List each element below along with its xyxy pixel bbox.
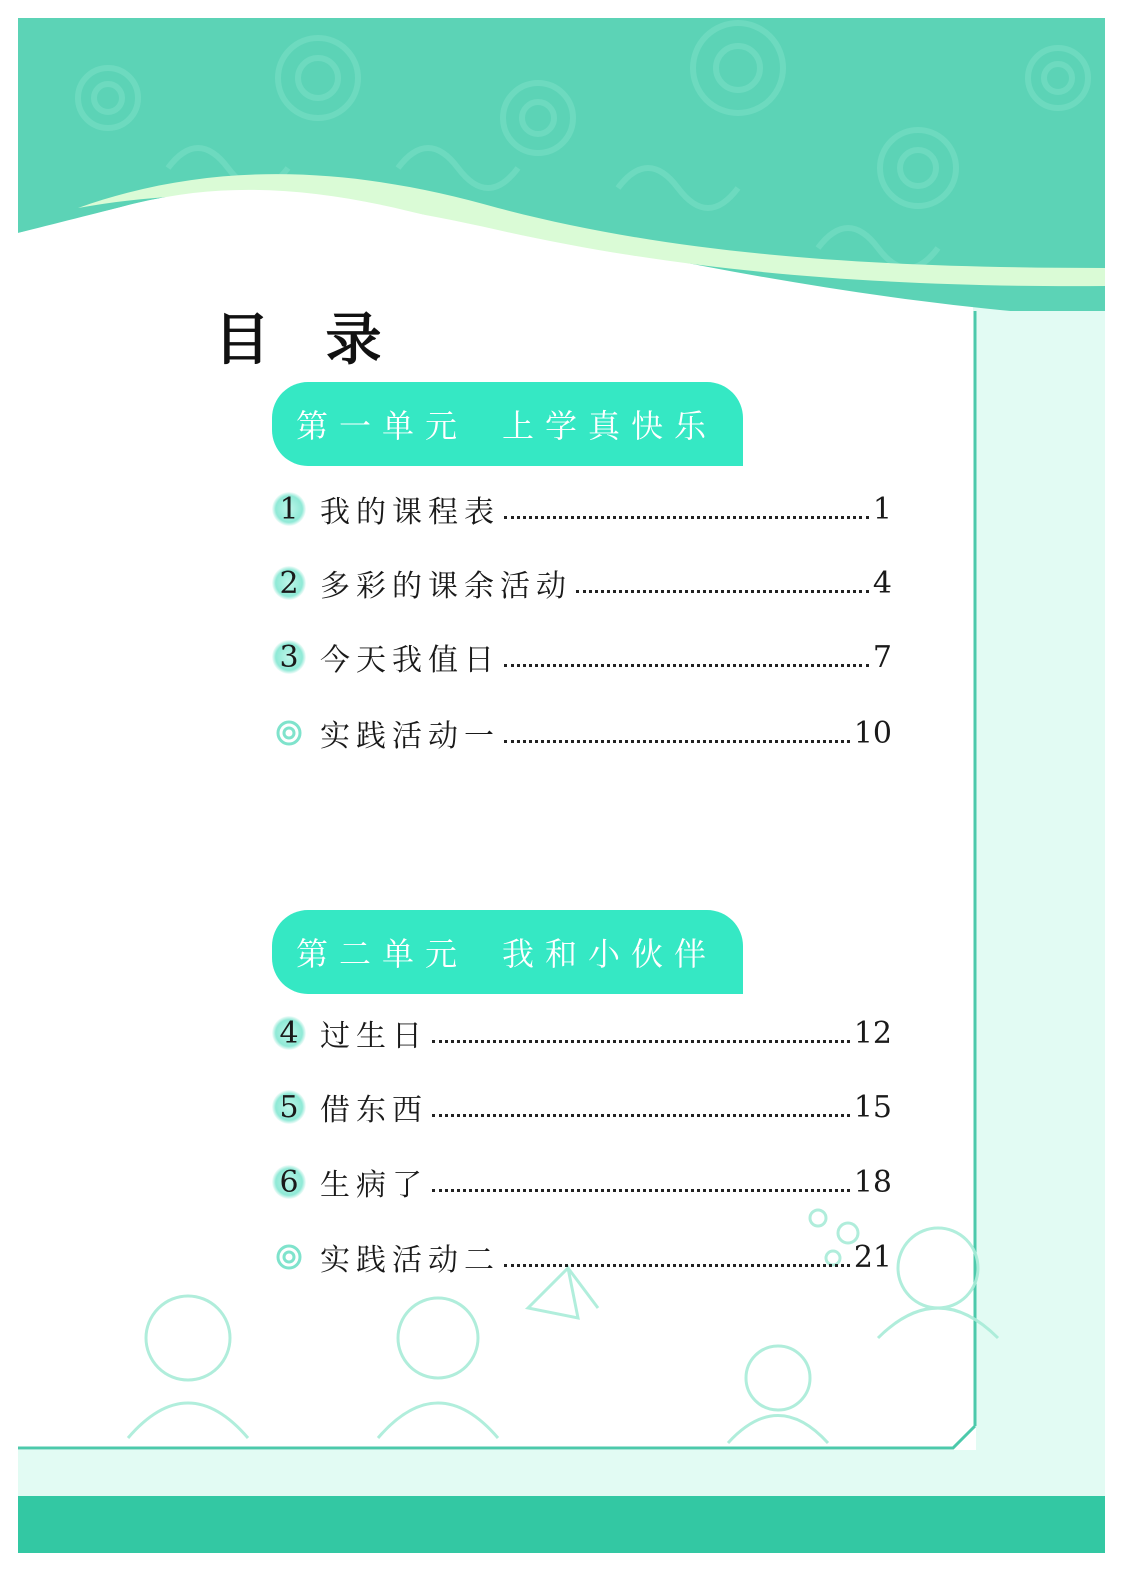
lesson-number: 4: [272, 1016, 306, 1050]
page-number: 7: [872, 639, 892, 675]
unit-number: 第一单元: [296, 407, 469, 445]
lesson-title: 我的课程表: [320, 495, 500, 530]
toc-entry[interactable]: [272, 1008, 892, 1058]
unit-banner: [272, 382, 743, 466]
page-number: 18: [853, 1164, 892, 1200]
lesson-title: 今天我值日: [320, 643, 500, 678]
concentric-circle-icon: [272, 716, 306, 750]
page-number: 10: [853, 715, 892, 751]
lesson-title: 实践活动一: [320, 719, 500, 754]
toc-entry[interactable]: [272, 1232, 892, 1282]
page-number: 21: [853, 1239, 892, 1275]
lesson-number: 1: [272, 492, 306, 526]
page-number: 1: [872, 491, 892, 527]
concentric-circle-icon: [272, 1240, 306, 1274]
toc-entry[interactable]: [272, 632, 892, 682]
page-title: 目 录: [214, 307, 400, 373]
toc-entry[interactable]: [272, 1157, 892, 1207]
unit-banner: [272, 910, 743, 994]
footer-bar: [18, 1496, 1105, 1553]
lesson-title: 过生日: [320, 1019, 428, 1054]
lesson-number: 6: [272, 1165, 306, 1199]
lesson-title: 生病了: [320, 1168, 428, 1203]
page: [18, 18, 1105, 1553]
dot-leader: [432, 1189, 850, 1192]
lesson-number: 3: [272, 640, 306, 674]
toc-entry[interactable]: [272, 708, 892, 758]
lesson-title: 多彩的课余活动: [320, 569, 572, 604]
unit-number: 第二单元: [296, 935, 469, 973]
dot-leader: [432, 1114, 850, 1117]
lesson-title: 借东西: [320, 1093, 428, 1128]
page-number: 15: [853, 1089, 892, 1125]
bottom-light-strip: [18, 1450, 1105, 1496]
toc-entry[interactable]: [272, 1082, 892, 1132]
dot-leader: [504, 664, 869, 667]
page-number: 12: [853, 1015, 892, 1051]
lesson-title: 实践活动二: [320, 1243, 500, 1278]
dot-leader: [504, 516, 869, 519]
dot-leader: [504, 740, 850, 743]
toc-entry[interactable]: [272, 484, 892, 534]
unit-name: 我和小伙伴: [502, 935, 718, 973]
dot-leader: [504, 1264, 850, 1267]
dot-leader: [576, 590, 869, 593]
toc-entry[interactable]: [272, 558, 892, 608]
lesson-number: 5: [272, 1090, 306, 1124]
page-background-decoration: [18, 18, 1105, 1553]
unit-name: 上学真快乐: [502, 407, 718, 445]
page-number: 4: [872, 565, 892, 601]
lesson-number: 2: [272, 566, 306, 600]
dot-leader: [432, 1040, 850, 1043]
